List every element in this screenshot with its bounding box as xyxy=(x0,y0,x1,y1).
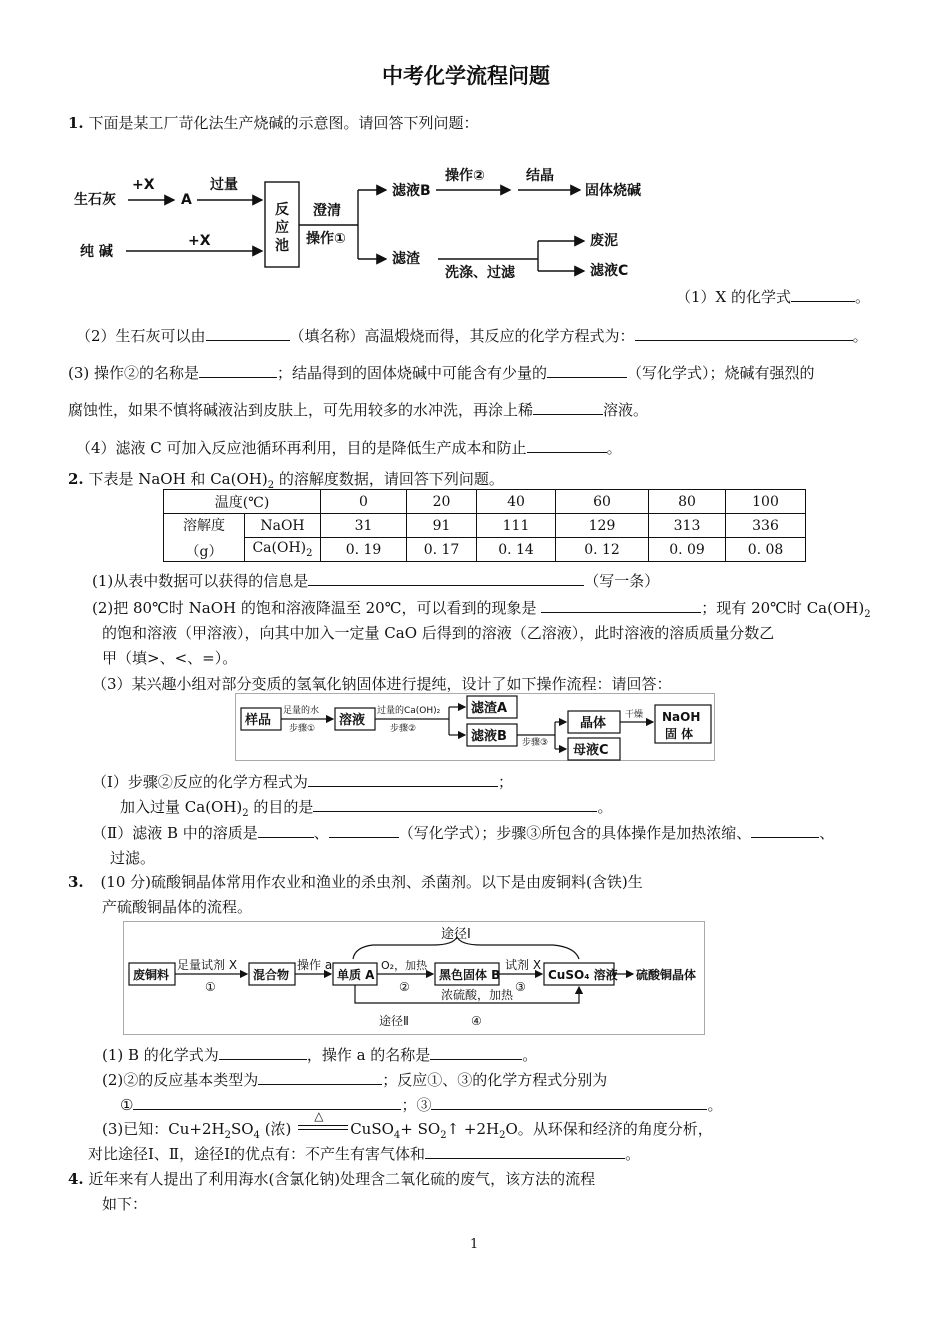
q3-eq-sub-2: 2 xyxy=(224,1130,231,1141)
q1-part2-text-b: （填名称）高温煅烧而得，其反应的化学方程式为： xyxy=(289,327,635,345)
q2-part1 xyxy=(92,570,659,591)
caoh-label-text: Ca(OH) xyxy=(252,540,307,556)
caoh-cell: 0. 17 xyxy=(407,538,477,562)
q1-part1-text: （1）X 的化学式 xyxy=(676,288,791,306)
temp-cell: 40 xyxy=(477,490,556,514)
q1-limestone: 生石灰 xyxy=(74,192,116,208)
q2-i-text-a: （Ⅰ）步骤②反应的化学方程式为 xyxy=(92,773,308,791)
q3-eq-b: SO xyxy=(230,1120,254,1138)
q3-path1: 途径Ⅰ xyxy=(441,927,471,942)
q2-part2-text-b: ；现有 20℃时 Ca(OH) xyxy=(701,599,865,617)
eq-line-bottom xyxy=(298,1129,348,1130)
q1-excess: 过量 xyxy=(210,177,238,193)
q1-residue: 滤渣 xyxy=(392,251,420,267)
q1-wash-filter: 洗涤、过滤 xyxy=(445,265,515,281)
q3-eq-sub-4b: 4 xyxy=(393,1130,401,1141)
q1-part2-text-a: （2）生石灰可以由 xyxy=(76,327,206,345)
q1-part3-blank-3[interactable] xyxy=(533,400,603,415)
q2-part2-line3: 甲（填>、<、=）。 xyxy=(102,649,238,667)
q4-stem-line1 xyxy=(68,1168,595,1189)
q2-water: 足量的水 xyxy=(283,706,320,716)
page-title: 中考化学流程问题 xyxy=(382,64,550,88)
temp-cell: 60 xyxy=(556,490,649,514)
q2-flow-diagram xyxy=(235,693,715,761)
caoh-cell: 0. 08 xyxy=(726,538,806,562)
q2-i-text-d: 的目的是 xyxy=(248,798,314,816)
q4-stem-a: 近年来有人提出了利用海水(含氯化钠)处理含二氧化硫的废气，该方法的流程 xyxy=(88,1170,596,1188)
naoh-cell: 129 xyxy=(556,514,649,538)
q3-eq-arrow xyxy=(296,1109,350,1134)
q3-part2-line2 xyxy=(120,1094,722,1115)
q2-part1-text: (1)从表中数据可以获得的信息是 xyxy=(92,572,309,590)
q2-part1-hint: （写一条） xyxy=(584,572,660,590)
q1-plus-x-2: +X xyxy=(188,233,211,249)
q2-ii-text-d: 、 xyxy=(819,824,835,842)
q2-stem-a: 下表是 NaOH 和 Ca(OH) xyxy=(88,470,268,488)
temp-cell: 0 xyxy=(321,490,407,514)
q1-waste-mud: 废泥 xyxy=(590,233,618,249)
q2-i-sub: 2 xyxy=(242,808,249,819)
q3-part3-line1 xyxy=(102,1109,713,1141)
q2-stem xyxy=(68,468,504,491)
q3-part2-line1 xyxy=(102,1069,607,1090)
q1-filtrate-c: 滤液C xyxy=(590,263,629,279)
caoh-cell: 0. 09 xyxy=(649,538,726,562)
q3-mixture: 混合物 xyxy=(253,968,290,982)
q1-reactor-2: 应 xyxy=(275,220,289,236)
q3-part2-c3: ；③ xyxy=(401,1096,432,1114)
q2-part2-blank-1[interactable] xyxy=(541,598,701,613)
q2-filtrate-b: 滤液B xyxy=(471,729,507,744)
q1-part2 xyxy=(76,325,868,346)
q3-eq-sub-2b: 2 xyxy=(440,1130,447,1141)
q3-eq-e: + SO xyxy=(400,1120,441,1138)
q3-eq-f: ↑ +2H xyxy=(446,1120,500,1138)
q1-reactor-1: 反 xyxy=(275,202,289,218)
q2-sample: 样品 xyxy=(245,713,272,728)
q2-i-end: 。 xyxy=(597,798,613,816)
q2-part2-line2: 的饱和溶液（甲溶液），向其中加入一定量 CaO 后得到的溶液（乙溶液），此时溶液的溶质质量分数乙 xyxy=(102,624,775,642)
q1-solid-naoh: 固体烧碱 xyxy=(585,183,641,199)
q1-stem-text: 下面是某工厂苛化法生产烧碱的示意图。请回答下列问题： xyxy=(88,114,479,132)
q2-part2-text-a: (2)把 80℃时 NaOH 的饱和溶液降温至 20℃，可以看到的现象是 xyxy=(92,599,537,617)
q2-residue-a: 滤渣A xyxy=(471,701,508,716)
q3-eq-a: (3)已知：Cu+2H xyxy=(102,1120,225,1138)
q1-part1 xyxy=(676,286,870,307)
q1-part4 xyxy=(76,437,622,458)
q1-part3-text-b: ；结晶得到的固体烧碱中可能含有少量的 xyxy=(277,364,548,382)
temp-cell: 20 xyxy=(407,490,477,514)
q2-i-line1 xyxy=(92,771,513,792)
q2-step2: 步骤② xyxy=(390,724,417,734)
caoh-label-sub: 2 xyxy=(306,548,313,559)
naoh-cell: 111 xyxy=(477,514,556,538)
q3-o2-heat: O₂，加热 xyxy=(381,959,428,972)
q1-part3-text-e: 溶液。 xyxy=(603,401,649,419)
solubility-label xyxy=(164,514,245,562)
q3-flow-diagram xyxy=(123,921,705,1035)
q2-i-text-b: ； xyxy=(497,773,513,791)
q3-reagent-x2: 试剂 X xyxy=(505,958,542,972)
q3-conc-h2so4: 浓硫酸，加热 xyxy=(441,988,514,1002)
q1-soda: 纯 碱 xyxy=(80,244,113,260)
q1-part3-text-d: 腐蚀性，如果不慎将碱液沾到皮肤上，可先用较多的水冲洗，再涂上稀 xyxy=(68,401,534,419)
q2-ii-text-c: （写化学式）；步骤③所包含的具体操作是加热浓缩、 xyxy=(398,824,752,842)
caoh-label xyxy=(245,538,321,562)
q2-i-line2 xyxy=(120,796,612,819)
q3-part1-end: 。 xyxy=(522,1046,538,1064)
q2-step3: 步骤③ xyxy=(522,738,549,748)
q3-eq-d: CuSO xyxy=(350,1120,394,1138)
q3-part2-text-a: (2)②的反应基本类型为 xyxy=(102,1071,259,1089)
q4-stem-line2: 如下： xyxy=(102,1195,148,1213)
q1-part1-end: 。 xyxy=(855,288,871,306)
q1-part2-end: 。 xyxy=(852,327,868,345)
q2-i-text-c: 加入过量 Ca(OH) xyxy=(120,798,243,816)
q2-part2-sub: 2 xyxy=(864,609,871,620)
q3-black-b: 黑色固体 B xyxy=(439,968,501,982)
q1-part2-blank-1[interactable] xyxy=(206,326,290,341)
q1-crystallize: 结晶 xyxy=(526,168,554,184)
q2-number: 2. xyxy=(68,470,84,488)
q2-ii-text-a: （Ⅱ）滤液 B 中的溶质是 xyxy=(92,824,258,842)
q1-op1: 操作① xyxy=(306,231,346,247)
q3-part3-end: 。 xyxy=(625,1145,641,1163)
caoh-cell: 0. 19 xyxy=(321,538,407,562)
q1-part2-blank-2[interactable] xyxy=(635,326,853,341)
naoh-cell: 31 xyxy=(321,514,407,538)
q3-simple-a: 单质 A xyxy=(337,968,375,982)
q1-flow-diagram xyxy=(60,155,680,295)
q3-part2-blank-1[interactable] xyxy=(258,1070,382,1085)
q1-op2: 操作② xyxy=(445,168,485,184)
q2-ii-text-b: 、 xyxy=(313,824,329,842)
q2-ii-blank-3[interactable] xyxy=(751,823,819,838)
delta-icon: △ xyxy=(314,1109,324,1123)
eq-line-top xyxy=(298,1125,348,1126)
q1-clarify: 澄清 xyxy=(313,203,341,219)
solubility-unit: （g） xyxy=(185,543,223,560)
q1-node-a: A xyxy=(181,192,192,208)
q2-part3: （3）某兴趣小组对部分变质的氢氧化钠固体进行提纯，设计了如下操作流程：请回答： xyxy=(92,675,672,693)
q1-part3-blank-2[interactable] xyxy=(547,363,627,378)
naoh-label: NaOH xyxy=(245,514,321,538)
q3-part3-text: 对比途径Ⅰ、Ⅱ，途径Ⅰ的优点有：不产生有害气体和 xyxy=(88,1145,426,1163)
q1-part4-blank[interactable] xyxy=(527,438,607,453)
table-row xyxy=(164,490,806,514)
q3-part1-text-b: ，操作 a 的名称是 xyxy=(306,1046,431,1064)
q3-part2-blank-3[interactable] xyxy=(431,1095,707,1110)
q2-dry: 干燥 xyxy=(625,710,644,720)
q2-i-blank-2[interactable] xyxy=(313,797,597,812)
q3-part1 xyxy=(102,1044,537,1065)
q3-eq-c: (浓) xyxy=(259,1120,292,1138)
temp-cell: 80 xyxy=(649,490,726,514)
q1-number: 1. xyxy=(68,114,84,132)
q2-naoh-solid-1: NaOH xyxy=(662,710,701,724)
naoh-cell: 313 xyxy=(649,514,726,538)
q1-stem xyxy=(68,112,478,133)
q2-ii-blank-1[interactable] xyxy=(258,823,314,838)
q2-part2-line1 xyxy=(92,597,871,620)
q2-mother: 母液C xyxy=(573,743,609,758)
q1-plus-x-1: +X xyxy=(132,177,155,193)
q1-part3-line1 xyxy=(68,362,815,383)
q3-c3: ③ xyxy=(515,980,526,994)
q1-part3-text-c: （写化学式）；烧碱有强烈的 xyxy=(627,364,815,382)
naoh-cell: 336 xyxy=(726,514,806,538)
q3-part2-blank-2[interactable] xyxy=(133,1095,401,1110)
q3-part2-c1: ① xyxy=(120,1096,134,1114)
temp-header: 温度(℃) xyxy=(164,490,321,514)
naoh-cell: 91 xyxy=(407,514,477,538)
q3-c4: ④ xyxy=(471,1014,482,1028)
temp-cell: 100 xyxy=(726,490,806,514)
q2-stem-sub: 2 xyxy=(267,480,275,491)
q3-cuso4: CuSO₄ 溶液 xyxy=(548,968,618,982)
q3-c1: ① xyxy=(205,980,216,994)
q2-ii-line1 xyxy=(92,822,834,843)
caoh-cell: 0. 14 xyxy=(477,538,556,562)
q1-part3-line2 xyxy=(68,399,648,420)
q3-part1-blank-2[interactable] xyxy=(430,1045,522,1060)
table-row xyxy=(164,538,806,562)
q3-eq-sub-4: 4 xyxy=(253,1130,260,1141)
q3-part3-line2 xyxy=(88,1143,640,1164)
q3-part3-blank[interactable] xyxy=(425,1144,625,1159)
q3-stem-a: (10 分)硫酸铜晶体常用作农业和渔业的杀虫剂、杀菌剂。以下是由废铜料(含铁)生 xyxy=(100,873,643,891)
q1-part3-text-a: (3) 操作②的名称是 xyxy=(68,364,200,382)
q3-number: 3. xyxy=(68,873,84,891)
q1-reactor-3: 池 xyxy=(275,238,289,254)
q3-stem-line2: 产硫酸铜晶体的流程。 xyxy=(102,898,253,916)
q1-part4-text: （4）滤液 C 可加入反应池循环再利用，目的是降低生产成本和防止 xyxy=(76,439,527,457)
q3-path2: 途径Ⅱ xyxy=(379,1014,409,1028)
q2-step1: 步骤① xyxy=(289,724,316,734)
q2-ii-blank-2[interactable] xyxy=(329,823,399,838)
q2-naoh-solid-2: 固 体 xyxy=(665,727,694,741)
q3-part1-blank-1[interactable] xyxy=(219,1045,307,1060)
q3-stem-line1 xyxy=(68,871,643,892)
q3-waste-cu: 废铜料 xyxy=(133,968,170,982)
q2-caoh-excess: 过量的Ca(OH)₂ xyxy=(377,706,441,716)
solubility-table xyxy=(163,489,806,562)
q2-part1-blank[interactable] xyxy=(308,571,584,586)
q2-ii-line2: 过滤。 xyxy=(110,849,156,867)
solubility-label-text: 溶解度 xyxy=(183,517,225,534)
q2-crystal: 晶体 xyxy=(580,716,607,731)
q1-part4-end: 。 xyxy=(606,439,622,457)
q3-reagent-x: 足量试剂 X xyxy=(177,958,238,972)
q1-part3-blank-1[interactable] xyxy=(199,363,277,378)
caoh-cell: 0. 12 xyxy=(556,538,649,562)
page-number: 1 xyxy=(470,1237,479,1252)
q3-c2: ② xyxy=(399,980,410,994)
q2-stem-b: 的溶解度数据，请回答下列问题。 xyxy=(274,470,504,488)
q1-part1-blank[interactable] xyxy=(791,287,855,302)
q3-crystal: 硫酸铜晶体 xyxy=(636,968,697,982)
q3-part2-end: 。 xyxy=(707,1096,723,1114)
q2-i-blank-1[interactable] xyxy=(308,772,498,787)
q3-eq-sub-2c: 2 xyxy=(499,1130,506,1141)
q1-filtrate-b: 滤液B xyxy=(392,183,431,199)
q4-number: 4. xyxy=(68,1170,84,1188)
q2-solution: 溶液 xyxy=(339,713,366,728)
q3-part1-text-a: (1) B 的化学式为 xyxy=(102,1046,219,1064)
q3-part2-text-b: ；反应①、③的化学方程式分别为 xyxy=(382,1071,608,1089)
q3-op-a: 操作 a xyxy=(297,958,333,972)
table-row xyxy=(164,514,806,538)
q3-eq-g: O。从环保和经济的角度分析， xyxy=(505,1120,713,1138)
